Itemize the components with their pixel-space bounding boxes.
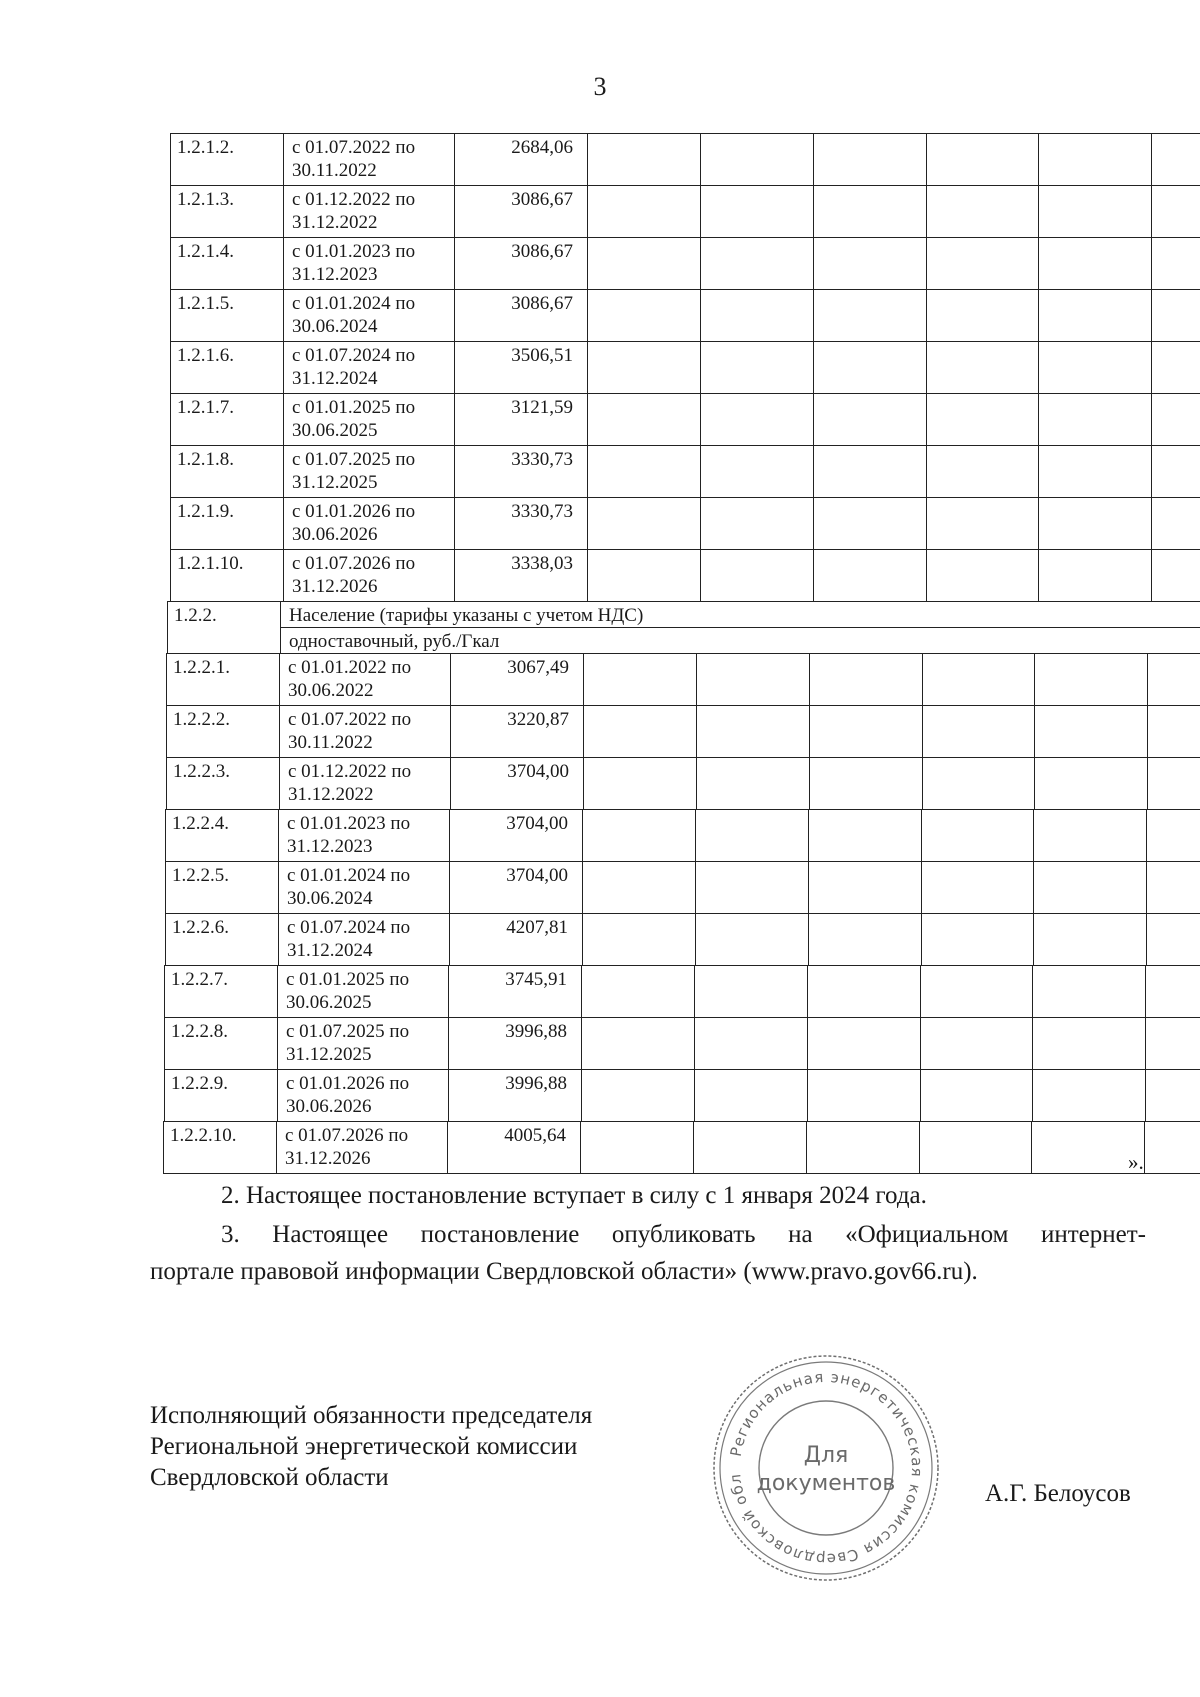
empty-cell xyxy=(694,1018,807,1070)
period-to: 31.12.2025 xyxy=(292,472,378,493)
period-cell xyxy=(283,446,454,498)
empty-cell xyxy=(587,290,700,342)
row-number: 1.2.1.5. xyxy=(170,290,283,342)
period-to: 30.11.2022 xyxy=(288,732,373,753)
period-cell xyxy=(277,1018,448,1070)
tariff-value: 2684,06 xyxy=(454,134,587,186)
period-to: 30.11.2022 xyxy=(292,160,377,181)
table-bottom-border xyxy=(163,1173,1200,1174)
table-row xyxy=(170,185,1200,238)
section-header-text: Население (тарифы указаны с учетом НДС) xyxy=(280,602,1200,628)
period-from: с 01.07.2022 по xyxy=(292,137,416,158)
period-from: с 01.12.2022 по xyxy=(288,761,412,782)
official-seal xyxy=(706,1348,946,1588)
period-from: с 01.07.2025 по xyxy=(286,1021,410,1042)
empty-cell xyxy=(813,238,926,290)
empty-cell xyxy=(583,706,696,758)
empty-cell xyxy=(813,290,926,342)
tariff-value: 3086,67 xyxy=(454,238,587,290)
empty-cell xyxy=(700,498,813,550)
tariff-value: 3330,73 xyxy=(454,446,587,498)
period-from: с 01.01.2024 по xyxy=(287,865,411,886)
signer-title-line: Свердловской области xyxy=(150,1464,389,1491)
period-from: с 01.01.2022 по xyxy=(288,657,412,678)
empty-cell xyxy=(813,550,926,602)
empty-cell xyxy=(1147,758,1200,810)
empty-cell xyxy=(1038,342,1151,394)
empty-cell xyxy=(813,498,926,550)
period-to: 31.12.2024 xyxy=(292,368,378,389)
tariff-value: 3506,51 xyxy=(454,342,587,394)
table-row xyxy=(166,653,1200,706)
empty-cell xyxy=(808,862,921,914)
table-row xyxy=(170,237,1200,290)
empty-cell xyxy=(1034,758,1147,810)
empty-cell xyxy=(700,550,813,602)
tariff-value: 3996,88 xyxy=(448,1018,581,1070)
empty-cell xyxy=(693,1122,806,1174)
empty-cell xyxy=(582,810,695,862)
period-from: с 01.01.2025 по xyxy=(286,969,410,990)
empty-cell xyxy=(700,238,813,290)
row-number: 1.2.2.3. xyxy=(166,758,279,810)
tariff-value: 4005,64 xyxy=(447,1122,580,1174)
tariff-value: 3704,00 xyxy=(449,862,582,914)
period-to: 30.06.2025 xyxy=(286,992,372,1013)
period-to: 31.12.2023 xyxy=(292,264,378,285)
empty-cell xyxy=(922,654,1034,706)
empty-cell xyxy=(926,550,1038,602)
empty-cell xyxy=(587,498,700,550)
empty-cell xyxy=(1033,810,1146,862)
empty-cell xyxy=(587,342,700,394)
empty-cell xyxy=(1151,134,1200,186)
empty-cell xyxy=(1032,1018,1145,1070)
closing-quote: ». xyxy=(1128,1150,1144,1174)
empty-cell xyxy=(1147,654,1200,706)
empty-cell xyxy=(581,1018,694,1070)
row-number: 1.2.2.10. xyxy=(163,1122,276,1174)
table-row xyxy=(170,393,1200,446)
empty-cell xyxy=(926,290,1038,342)
empty-cell xyxy=(700,186,813,238)
seal-center-line-1: Для xyxy=(803,1443,849,1468)
section-header xyxy=(167,601,1200,628)
empty-cell xyxy=(813,134,926,186)
empty-cell xyxy=(167,627,280,653)
table-row xyxy=(163,1121,1200,1174)
row-number: 1.2.2.9. xyxy=(164,1070,277,1122)
period-to: 30.06.2025 xyxy=(292,420,378,441)
empty-cell xyxy=(1145,1018,1200,1070)
empty-cell xyxy=(696,706,809,758)
empty-cell xyxy=(581,966,694,1018)
empty-cell xyxy=(921,810,1033,862)
period-cell xyxy=(276,1122,447,1174)
row-number: 1.2.2.2. xyxy=(166,706,279,758)
period-cell xyxy=(283,186,454,238)
row-number: 1.2.2.7. xyxy=(164,966,277,1018)
empty-cell xyxy=(921,914,1033,966)
row-number: 1.2.1.7. xyxy=(170,394,283,446)
row-number: 1.2.2.5. xyxy=(165,862,278,914)
row-number: 1.2.2.1. xyxy=(166,654,279,706)
row-number: 1.2.2.8. xyxy=(164,1018,277,1070)
tariff-value: 3067,49 xyxy=(450,654,583,706)
empty-cell xyxy=(580,1122,693,1174)
table-row xyxy=(170,445,1200,498)
period-cell xyxy=(278,862,449,914)
empty-cell xyxy=(807,1018,920,1070)
tariff-value: 3996,88 xyxy=(448,1070,581,1122)
empty-cell xyxy=(1151,342,1200,394)
period-cell xyxy=(277,1070,448,1122)
empty-cell xyxy=(813,394,926,446)
empty-cell xyxy=(587,186,700,238)
empty-cell xyxy=(695,914,808,966)
empty-cell xyxy=(1038,550,1151,602)
section-subtitle-text: одноставочный, руб./Гкал xyxy=(280,627,1200,653)
empty-cell xyxy=(1032,966,1145,1018)
empty-cell xyxy=(921,862,1033,914)
row-number: 1.2.1.8. xyxy=(170,446,283,498)
row-number: 1.2.2.6. xyxy=(165,914,278,966)
empty-cell xyxy=(806,1122,919,1174)
period-from: с 01.07.2026 по xyxy=(292,553,416,574)
paragraph-2: 2. Настоящее постановление вступает в силу с 1 января 2024 года. xyxy=(221,1182,927,1209)
period-from: с 01.07.2024 по xyxy=(292,345,416,366)
empty-cell xyxy=(1033,914,1146,966)
period-cell xyxy=(279,706,450,758)
row-number: 1.2.1.9. xyxy=(170,498,283,550)
period-to: 31.12.2023 xyxy=(287,836,373,857)
table-row xyxy=(170,341,1200,394)
table-row xyxy=(165,913,1200,966)
empty-cell xyxy=(587,238,700,290)
empty-cell xyxy=(1033,862,1146,914)
period-cell xyxy=(277,966,448,1018)
empty-cell xyxy=(696,758,809,810)
period-cell xyxy=(278,914,449,966)
signer-title-line: Исполняющий обязанности председателя xyxy=(150,1402,593,1429)
empty-cell xyxy=(1038,238,1151,290)
tariff-value: 3121,59 xyxy=(454,394,587,446)
empty-cell xyxy=(920,1070,1032,1122)
period-cell xyxy=(283,238,454,290)
table-row xyxy=(170,289,1200,342)
empty-cell xyxy=(1038,134,1151,186)
empty-cell xyxy=(1151,290,1200,342)
period-to: 31.12.2022 xyxy=(292,212,378,233)
empty-cell xyxy=(920,1018,1032,1070)
empty-cell xyxy=(1038,186,1151,238)
empty-cell xyxy=(695,862,808,914)
period-cell xyxy=(283,498,454,550)
empty-cell xyxy=(700,290,813,342)
period-from: с 01.07.2022 по xyxy=(288,709,412,730)
table-row xyxy=(164,1069,1200,1122)
empty-cell xyxy=(922,706,1034,758)
empty-cell xyxy=(700,342,813,394)
tariff-value: 4207,81 xyxy=(449,914,582,966)
empty-cell xyxy=(1034,654,1147,706)
empty-cell xyxy=(926,342,1038,394)
period-to: 31.12.2026 xyxy=(285,1148,371,1169)
period-to: 30.06.2026 xyxy=(292,524,378,545)
empty-cell xyxy=(919,1122,1031,1174)
tariff-value: 3330,73 xyxy=(454,498,587,550)
table-row xyxy=(164,1017,1200,1070)
period-to: 30.06.2024 xyxy=(292,316,378,337)
seal-stamp-graphic xyxy=(706,1348,946,1588)
empty-cell xyxy=(808,914,921,966)
empty-cell xyxy=(1032,1070,1145,1122)
section-subtitle xyxy=(167,627,1200,653)
paragraph-3-line-1: 3. Настоящее постановление опубликовать на «Официальном интернет- xyxy=(221,1221,1146,1248)
period-to: 31.12.2024 xyxy=(287,940,373,961)
tariff-value: 3745,91 xyxy=(448,966,581,1018)
empty-cell xyxy=(1034,706,1147,758)
empty-cell xyxy=(920,966,1032,1018)
tariff-value: 3086,67 xyxy=(454,290,587,342)
empty-cell xyxy=(926,394,1038,446)
period-from: с 01.01.2026 по xyxy=(286,1073,410,1094)
period-cell xyxy=(283,394,454,446)
empty-cell xyxy=(926,498,1038,550)
empty-cell xyxy=(1151,186,1200,238)
empty-cell xyxy=(587,134,700,186)
empty-cell xyxy=(926,186,1038,238)
empty-cell xyxy=(587,394,700,446)
period-cell xyxy=(279,654,450,706)
signer-title xyxy=(150,1400,710,1493)
period-cell xyxy=(283,290,454,342)
period-from: с 01.01.2026 по xyxy=(292,501,416,522)
table-row xyxy=(164,965,1200,1018)
period-from: с 01.07.2026 по xyxy=(285,1125,409,1146)
table-row xyxy=(170,549,1200,602)
empty-cell xyxy=(1145,966,1200,1018)
signer-title-line: Региональной энергетической комиссии xyxy=(150,1433,578,1460)
empty-cell xyxy=(1151,498,1200,550)
empty-cell xyxy=(813,186,926,238)
empty-cell xyxy=(922,758,1034,810)
empty-cell xyxy=(700,394,813,446)
empty-cell xyxy=(1151,446,1200,498)
paragraph-3-line-2: портале правовой информации Свердловской области» (www.pravo.gov66.ru). xyxy=(150,1258,978,1285)
table-row xyxy=(165,809,1200,862)
empty-cell xyxy=(926,238,1038,290)
empty-cell xyxy=(1144,1122,1200,1174)
tariff-value: 3704,00 xyxy=(449,810,582,862)
empty-cell xyxy=(813,342,926,394)
empty-cell xyxy=(926,446,1038,498)
period-from: с 01.01.2023 по xyxy=(292,241,416,262)
table-row xyxy=(166,757,1200,810)
empty-cell xyxy=(1151,394,1200,446)
row-number: 1.2.2.4. xyxy=(165,810,278,862)
empty-cell xyxy=(1146,810,1200,862)
empty-cell xyxy=(587,550,700,602)
empty-cell xyxy=(582,862,695,914)
period-to: 30.06.2026 xyxy=(286,1096,372,1117)
period-from: с 01.07.2025 по xyxy=(292,449,416,470)
page-number: 3 xyxy=(593,72,607,101)
empty-cell xyxy=(807,1070,920,1122)
period-from: с 01.12.2022 по xyxy=(292,189,416,210)
tariff-value: 3704,00 xyxy=(450,758,583,810)
tariff-value: 3086,67 xyxy=(454,186,587,238)
empty-cell xyxy=(809,706,922,758)
period-cell xyxy=(279,758,450,810)
empty-cell xyxy=(807,966,920,1018)
empty-cell xyxy=(1151,238,1200,290)
table-row xyxy=(170,133,1200,186)
empty-cell xyxy=(1038,394,1151,446)
period-from: с 01.01.2025 по xyxy=(292,397,416,418)
empty-cell xyxy=(587,446,700,498)
empty-cell xyxy=(581,1070,694,1122)
empty-cell xyxy=(809,758,922,810)
period-cell xyxy=(278,810,449,862)
row-number: 1.2.1.10. xyxy=(170,550,283,602)
signer-name: А.Г. Белоусов xyxy=(985,1480,1131,1507)
empty-cell xyxy=(1151,550,1200,602)
period-to: 30.06.2022 xyxy=(288,680,374,701)
period-to: 30.06.2024 xyxy=(287,888,373,909)
empty-cell xyxy=(1038,498,1151,550)
row-number: 1.2.1.6. xyxy=(170,342,283,394)
table-row xyxy=(165,861,1200,914)
empty-cell xyxy=(583,758,696,810)
row-number: 1.2.1.4. xyxy=(170,238,283,290)
empty-cell xyxy=(1038,290,1151,342)
empty-cell xyxy=(694,966,807,1018)
empty-cell xyxy=(1146,914,1200,966)
period-from: с 01.07.2024 по xyxy=(287,917,411,938)
row-number: 1.2.1.3. xyxy=(170,186,283,238)
table-row xyxy=(166,705,1200,758)
row-number: 1.2.2. xyxy=(167,602,280,628)
row-number: 1.2.1.2. xyxy=(170,134,283,186)
period-from: с 01.01.2024 по xyxy=(292,293,416,314)
period-to: 31.12.2026 xyxy=(292,576,378,597)
empty-cell xyxy=(1146,862,1200,914)
period-to: 31.12.2022 xyxy=(288,784,374,805)
empty-cell xyxy=(1147,706,1200,758)
empty-cell xyxy=(582,914,695,966)
empty-cell xyxy=(583,654,696,706)
period-to: 31.12.2025 xyxy=(286,1044,372,1065)
seal-ring-text: Региональная энергетическая комиссия Свердловской обл xyxy=(726,1367,927,1569)
table-row xyxy=(170,497,1200,550)
empty-cell xyxy=(695,810,808,862)
empty-cell xyxy=(809,654,922,706)
tariff-value: 3220,87 xyxy=(450,706,583,758)
empty-cell xyxy=(926,134,1038,186)
empty-cell xyxy=(813,446,926,498)
seal-center-line-2: документов xyxy=(756,1471,896,1496)
period-cell xyxy=(283,550,454,602)
empty-cell xyxy=(696,654,809,706)
empty-cell xyxy=(1038,446,1151,498)
period-from: с 01.01.2023 по xyxy=(287,813,411,834)
period-cell xyxy=(283,134,454,186)
empty-cell xyxy=(694,1070,807,1122)
empty-cell xyxy=(1145,1070,1200,1122)
empty-cell xyxy=(808,810,921,862)
tariff-value: 3338,03 xyxy=(454,550,587,602)
empty-cell xyxy=(700,446,813,498)
empty-cell xyxy=(700,134,813,186)
period-cell xyxy=(283,342,454,394)
